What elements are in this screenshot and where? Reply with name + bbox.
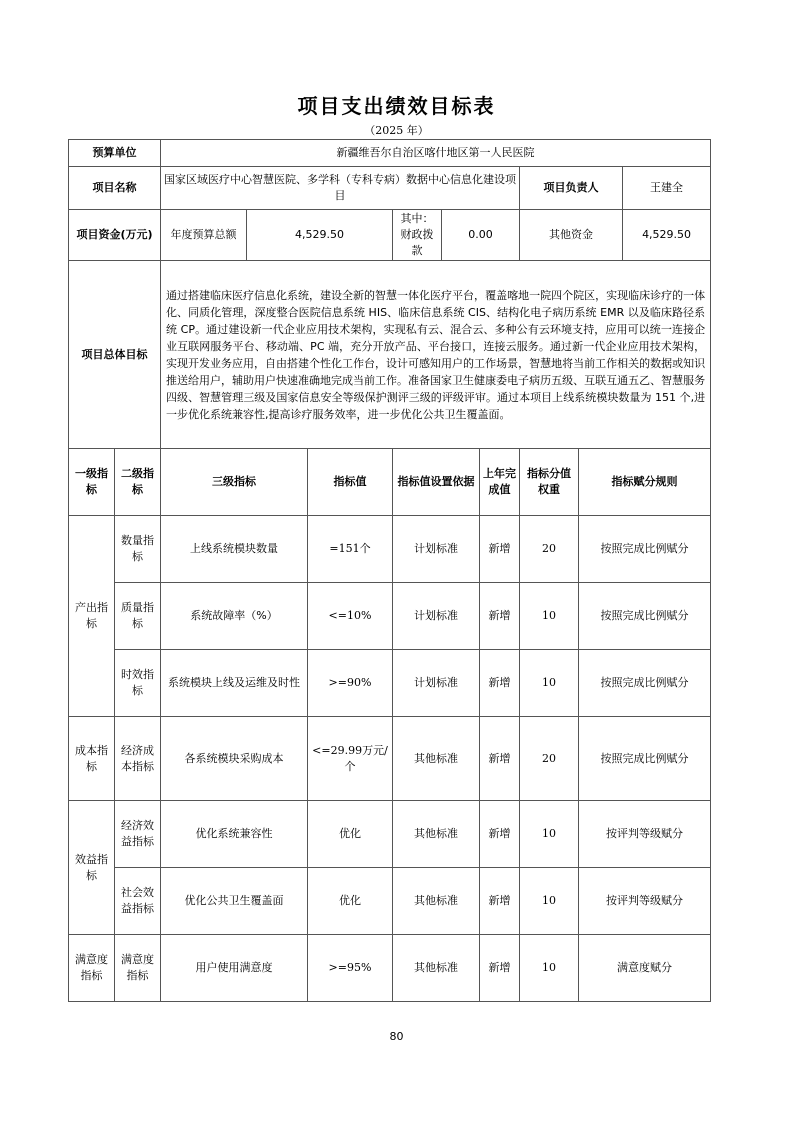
annual-budget-value: 4,529.50 (247, 210, 393, 261)
level2-cell: 质量指标 (115, 583, 161, 650)
budget-unit-label: 预算单位 (69, 140, 161, 167)
level3-cell: 系统模块上线及运维及时性 (161, 650, 308, 717)
project-name-value: 国家区域医疗中心智慧医院、多学科（专科专病）数据中心信息化建设项目 (161, 167, 520, 210)
prev-cell: 新增 (480, 583, 520, 650)
level3-cell: 优化系统兼容性 (161, 801, 308, 868)
basis-cell: 计划标准 (393, 583, 480, 650)
rule-cell: 按照完成比例赋分 (579, 650, 711, 717)
level3-cell: 上线系统模块数量 (161, 516, 308, 583)
weight-cell: 10 (520, 583, 579, 650)
level2-cell: 满意度指标 (115, 935, 161, 1002)
header-basis: 指标值设置依据 (393, 449, 480, 516)
weight-cell: 10 (520, 650, 579, 717)
page-number: 80 (389, 1030, 404, 1043)
value-cell: <=29.99万元/个 (308, 717, 393, 801)
prev-cell: 新增 (480, 935, 520, 1002)
value-cell: >=90% (308, 650, 393, 717)
goal-text: 通过搭建临床医疗信息化系统，建设全新的智慧一体化医疗平台，覆盖喀地一院四个院区，实现临床诊疗的一体化、同质化管理，深度整合医院信息系统 HIS、临床信息系统 CIS、结构化电子病历系统 EMR 以及临床路径系统 CP。通过建设新一代企业应用技术架构，实现私有云、混合云、多种公有云环境支持，应用可以统一连接企业互联网服务平台、移动端、PC 端，充分开放产品、平台接口，连接云服务。通过新一代企业应用技术架构，实现开发业务应用，自由搭建个性化工作台，设计可感知用户的工作场景，智慧地将当前工作相关的数据或知识推送给用户，辅助用户快速准确地完成当前工作。准备国家卫生健康委电子病历五级、互联互通五乙、智慧服务四级、智慧管理三级及国家信息安全等级保护测评三级的评级评审。通过本项目上线系统模块数量为 151 个,进一步优化系统兼容性,提高诊疗服务效率，进一步优化公共卫生覆盖面。 (161, 261, 711, 449)
basis-cell: 其他标准 (393, 801, 480, 868)
header-level3: 三级指标 (161, 449, 308, 516)
performance-table (68, 139, 711, 1002)
budget-unit-value: 新疆维吾尔自治区喀什地区第一人民医院 (161, 140, 711, 167)
project-owner-label: 项目负责人 (520, 167, 623, 210)
weight-cell: 20 (520, 717, 579, 801)
table-row (69, 868, 711, 935)
page-title: 项目支出绩效目标表 (297, 94, 496, 118)
header-level2: 二级指标 (115, 449, 161, 516)
header-weight: 指标分值权重 (520, 449, 579, 516)
level3-cell: 用户使用满意度 (161, 935, 308, 1002)
header-prev: 上年完成值 (480, 449, 520, 516)
level2-cell: 经济效益指标 (115, 801, 161, 868)
rule-cell: 按照完成比例赋分 (579, 717, 711, 801)
header-level1: 一级指标 (69, 449, 115, 516)
level2-cell: 社会效益指标 (115, 868, 161, 935)
table-row (69, 516, 711, 583)
rule-cell: 按照完成比例赋分 (579, 516, 711, 583)
level1-cell: 产出指标 (69, 516, 115, 717)
level1-cell: 成本指标 (69, 717, 115, 801)
level3-cell: 优化公共卫生覆盖面 (161, 868, 308, 935)
weight-cell: 10 (520, 935, 579, 1002)
other-funds-label: 其他资金 (520, 210, 623, 261)
rule-cell: 按评判等级赋分 (579, 801, 711, 868)
rule-cell: 满意度赋分 (579, 935, 711, 1002)
rule-cell: 按评判等级赋分 (579, 868, 711, 935)
basis-cell: 其他标准 (393, 717, 480, 801)
level1-cell: 效益指标 (69, 801, 115, 935)
value-cell: 优化 (308, 868, 393, 935)
weight-cell: 10 (520, 801, 579, 868)
prev-cell: 新增 (480, 868, 520, 935)
level2-cell: 经济成本指标 (115, 717, 161, 801)
other-funds-value: 4,529.50 (623, 210, 711, 261)
project-owner-value: 王建全 (623, 167, 711, 210)
prev-cell: 新增 (480, 717, 520, 801)
table-row (69, 801, 711, 868)
basis-cell: 计划标准 (393, 516, 480, 583)
year-label: （2025 年） (364, 124, 429, 137)
basis-cell: 计划标准 (393, 650, 480, 717)
fiscal-value: 0.00 (442, 210, 520, 261)
goal-label: 项目总体目标 (69, 261, 161, 449)
rule-cell: 按照完成比例赋分 (579, 583, 711, 650)
level2-cell: 数量指标 (115, 516, 161, 583)
value-cell: >=95% (308, 935, 393, 1002)
project-name-row (69, 167, 711, 210)
table-row (69, 935, 711, 1002)
prev-cell: 新增 (480, 516, 520, 583)
annual-budget-label: 年度预算总额 (161, 210, 247, 261)
weight-cell: 10 (520, 868, 579, 935)
value-cell: 优化 (308, 801, 393, 868)
funds-row (69, 210, 711, 261)
level1-cell: 满意度指标 (69, 935, 115, 1002)
level3-cell: 各系统模块采购成本 (161, 717, 308, 801)
prev-cell: 新增 (480, 650, 520, 717)
table-row (69, 650, 711, 717)
indicator-header-row (69, 449, 711, 516)
value-cell: =151个 (308, 516, 393, 583)
value-cell: <=10% (308, 583, 393, 650)
basis-cell: 其他标准 (393, 868, 480, 935)
level2-cell: 时效指标 (115, 650, 161, 717)
basis-cell: 其他标准 (393, 935, 480, 1002)
header-value: 指标值 (308, 449, 393, 516)
project-name-label: 项目名称 (69, 167, 161, 210)
budget-unit-row (69, 140, 711, 167)
prev-cell: 新增 (480, 801, 520, 868)
goal-row (69, 261, 711, 449)
table-row (69, 717, 711, 801)
level3-cell: 系统故障率（%） (161, 583, 308, 650)
fiscal-label: 其中：财政拨款 (393, 210, 442, 261)
table-row (69, 583, 711, 650)
funds-label: 项目资金(万元) (69, 210, 161, 261)
header-rule: 指标赋分规则 (579, 449, 711, 516)
weight-cell: 20 (520, 516, 579, 583)
